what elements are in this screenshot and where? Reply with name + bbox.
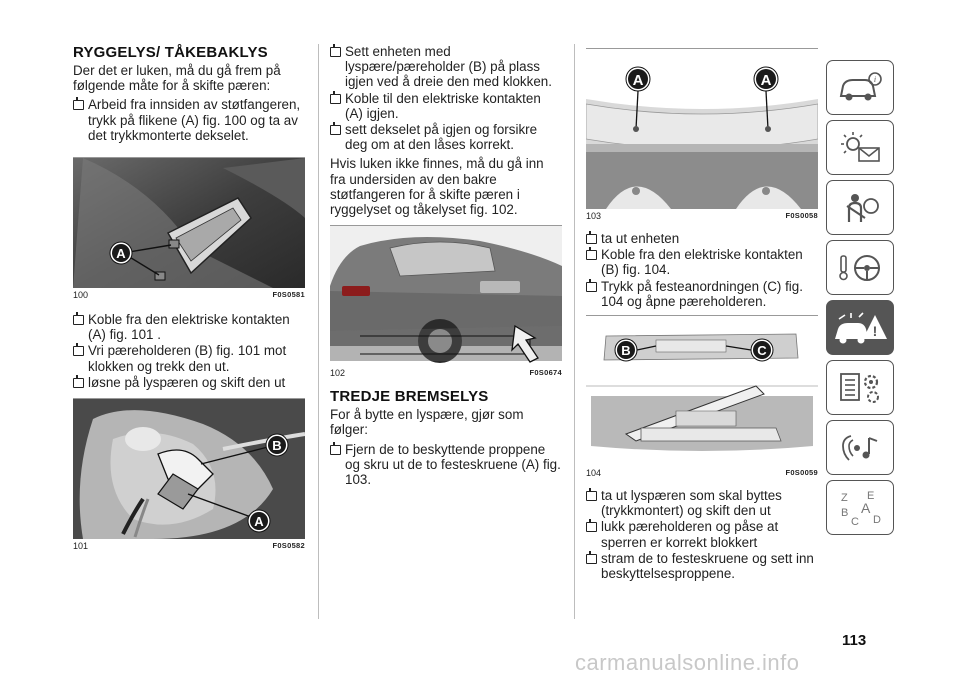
list-item: Koble fra den elektriske kontakten (B) fig. 104. xyxy=(586,247,818,277)
figure-caption: 102 F0S0674 xyxy=(330,368,562,379)
airbag-safety-icon xyxy=(835,190,885,226)
checkbox-icon xyxy=(73,315,84,325)
list-item: lukk pæreholderen og påse at sperren er korrekt blokkert xyxy=(586,519,818,549)
tab-warning-lights[interactable] xyxy=(826,120,894,175)
list-item: Vri pæreholderen (B) fig. 101 mot klokken og trekk den ut. xyxy=(73,343,305,373)
checkbox-icon xyxy=(73,346,84,356)
figure-103 xyxy=(586,48,818,221)
figure-101 xyxy=(73,398,305,551)
checkbox-icon xyxy=(73,378,84,388)
list-item: Koble fra den elektriske kontakten (A) fig. 101 . xyxy=(73,312,305,342)
list-item: løsne på lyspæren og skift den ut xyxy=(73,375,305,390)
svg-text:i: i xyxy=(873,74,877,84)
watermark: carmanualsonline.info xyxy=(575,650,800,675)
maintenance-icon xyxy=(835,370,885,406)
figure-caption: 101 F0S0582 xyxy=(73,541,305,552)
section-heading-ryggelys: RYGGELYS/ TÅKEBAKLYS xyxy=(73,44,268,61)
list-item: sett dekselet på igjen og forsikre deg om at den låses korrekt. xyxy=(330,122,562,152)
tab-car-info[interactable] xyxy=(826,60,894,115)
index-letter: A xyxy=(861,499,871,516)
tab-airbag-safety[interactable] xyxy=(826,180,894,235)
tab-multimedia[interactable] xyxy=(826,420,894,475)
figure-100 xyxy=(73,157,305,300)
list-item: ta ut enheten xyxy=(586,231,818,246)
emergency-icon xyxy=(833,309,887,347)
multimedia-icon xyxy=(835,430,885,466)
page-number: 113 xyxy=(842,632,867,649)
figure-caption: 104 F0S0059 xyxy=(586,468,818,479)
column-2 xyxy=(330,44,562,488)
warning-lights-icon xyxy=(835,130,885,166)
intro-text-bremselys: For å bytte en lyspære, gjør som følger: xyxy=(330,407,524,438)
checkbox-icon xyxy=(330,47,341,57)
fig103-label-a-left: A xyxy=(632,72,644,89)
fig101-label-a: A xyxy=(254,514,264,530)
figure-102 xyxy=(330,225,562,378)
checkbox-icon xyxy=(586,491,597,501)
list-item: ta ut lyspæren som skal byttes (trykkmontert) og skift den ut xyxy=(586,488,818,518)
figure-104 xyxy=(586,315,818,478)
fig101-label-b: B xyxy=(272,438,282,454)
fig100-label-a: A xyxy=(116,246,126,262)
checkbox-icon xyxy=(586,554,597,564)
car-info-icon xyxy=(835,70,885,106)
checkbox-icon xyxy=(330,94,341,104)
section-heading-tredje-bremselys: TREDJE BREMSELYS xyxy=(330,388,489,406)
checkbox-icon xyxy=(330,125,341,135)
tab-emergency[interactable] xyxy=(826,300,894,355)
figure-101-illustration xyxy=(73,399,305,539)
svg-text:!: ! xyxy=(872,322,878,339)
chapter-sidebar xyxy=(826,60,896,540)
list-item: Sett enheten med lyspære/pæreholder (B) på plass igjen ved å dreie den med klokken. xyxy=(330,44,562,90)
checkbox-icon xyxy=(73,100,84,110)
index-letter: C xyxy=(851,515,859,527)
figure-103-illustration xyxy=(586,49,818,209)
figure-102-illustration xyxy=(330,226,562,366)
tab-maintenance[interactable] xyxy=(826,360,894,415)
index-icon xyxy=(835,489,885,527)
column-1 xyxy=(73,44,305,555)
column-3 xyxy=(586,44,818,582)
list-item: Arbeid fra innsiden av støtfangeren, trykk på flikene (A) fig. 100 og ta av det trykkmonterte dekselet. xyxy=(73,97,305,143)
figure-caption: 100 F0S0581 xyxy=(73,290,305,301)
checkbox-icon xyxy=(586,522,597,532)
list-item: Koble til den elektriske kontakten (A) igjen. xyxy=(330,91,562,121)
index-letter: E xyxy=(867,489,875,502)
checkbox-icon xyxy=(586,250,597,260)
figure-100-illustration xyxy=(73,158,305,288)
column-divider xyxy=(318,44,319,619)
index-letter: Z xyxy=(841,491,848,504)
paragraph-underside: Hvis luken ikke finnes, må du gå inn fra undersiden av den bakre støtfangeren for å skifte pæren i ryggelyset og tåkelyset fig. 102. xyxy=(330,156,544,218)
index-letter: D xyxy=(873,513,881,526)
checkbox-icon xyxy=(330,445,341,455)
list-item: Fjern de to beskyttende proppene og skru ut de to festeskruene (A) fig. 103. xyxy=(330,442,562,488)
fig103-label-a-right: A xyxy=(760,72,772,89)
list-item: Trykk på festeanordningen (C) fig. 104 og åpne pæreholderen. xyxy=(586,279,818,309)
fig104-label-c: C xyxy=(757,343,767,359)
column-divider xyxy=(574,44,575,619)
tab-steering-ignition[interactable] xyxy=(826,240,894,295)
tab-index[interactable] xyxy=(826,480,894,535)
steering-ignition-icon xyxy=(835,250,885,286)
intro-text: Der det er luken, må du gå frem på følgende måte for å skifte pæren: xyxy=(73,63,281,94)
checkbox-icon xyxy=(586,234,597,244)
index-letter: B xyxy=(841,506,849,519)
fig104-label-b: B xyxy=(621,343,631,359)
checkbox-icon xyxy=(586,282,597,292)
list-item: stram de to festeskruene og sett inn beskyttelsesproppene. xyxy=(586,551,818,581)
figure-104-illustration xyxy=(586,316,818,466)
figure-caption: 103 F0S0058 xyxy=(586,211,818,221)
